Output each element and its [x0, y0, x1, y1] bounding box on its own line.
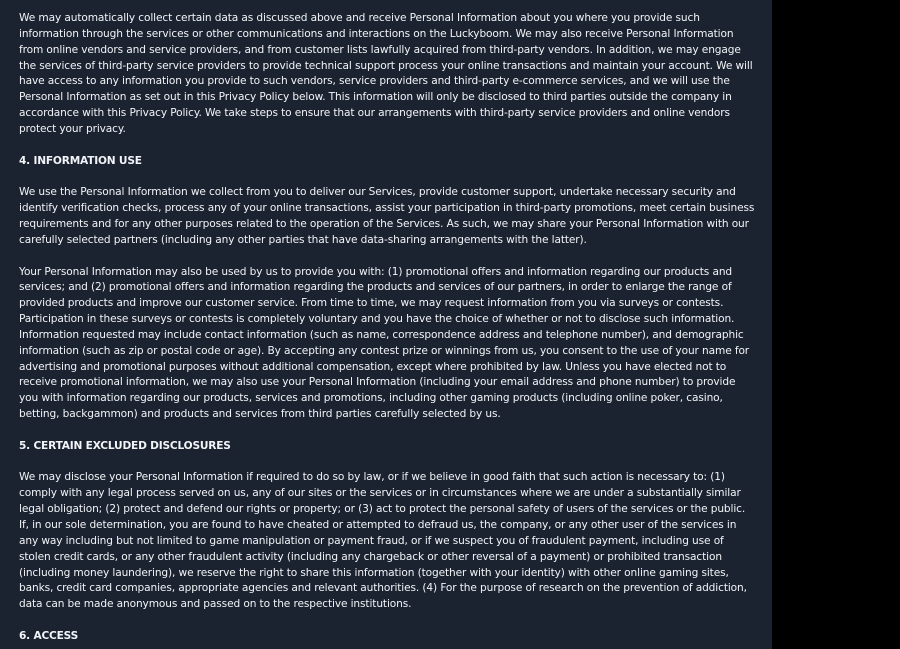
section-4-paragraph-2: Your Personal Information may also be used by us to provide you with: (1) promotional offers and information regarding our products and services; and (2) promotional offers and information regarding the products and services of our partners, in order to enlarge the range of provided products and improve our customer service. From time to time, we may request information from you via surveys or contests. Participation in these surveys or contests is completely voluntary and you have the choice of whether or not to disclose such information. Information requested may include contact information (such as name, correspondence address and telephone number), and demographic information (such as zip or postal code or age). By accepting any contest prize or winnings from us, you consent to the use of your name for advertising and promotional purposes without additional compensation, except where prohibited by law. Unless you have elected not to receive promotional information, we may also use your Personal Information (including your email address and phone number) to provide you with information regarding our products, services and promotions, including other gaming products (including online poker, casino, betting, backgammon) and products and services from third parties carefully selected by us. — [19, 265, 750, 421]
section-6-heading: 6. ACCESS — [19, 629, 79, 642]
intro-paragraph: We may automatically collect certain data as discussed above and receive Personal Information about you where you provide such information through the services or other communications and interactions on the Luckyboom. We may also receive Personal Information from online vendors and service providers, and from customer lists lawfully acquired from third-party vendors. In addition, we may engage the services of third-party service providers to provide technical support process your online transactions and maintain your account. We will have access to any information you provide to such vendors, service providers and third-party e-commerce services, and we will use the Personal Information as set out in this Privacy Policy below. This information will only be disclosed to third parties outside the company in accordance with this Privacy Policy. We take steps to ensure that our arrangements with third-party service providers and online vendors protect your privacy. — [19, 12, 753, 135]
section-4-paragraph-1: We use the Personal Information we collect from you to deliver our Services, provide customer support, undertake necessary security and identify verification checks, process any of your online transactions, assist your participation in third-party promotions, meet certain business requirements and for any other purposes related to the operation of the Services. As such, we may share your Personal Information with our carefully selected partners (including any other parties that have data-sharing arrangements with the latter). — [19, 186, 755, 246]
section-5-paragraph-1: We may disclose your Personal Information if required to do so by law, or if we believe in good faith that such action is necessary to: (1) comply with any legal process served on us, any of our sites or the services or in circumstances where we are under a substantially similar legal obligation; (2) protect and defend our rights or property; or (3) act to protect the personal safety of users of the services or the public. If, in our sole determination, you are found to have cheated or attempted to defraud us, the company, or any other user of the services in any way including but not limited to game manipulation or payment fraud, or if we suspect you of fraudulent payment, including use of stolen credit cards, or any other fraudulent activity (including any chargeback or other reversal of a payment) or prohibited transaction (including money laundering), we reserve the right to share this information (together with your identity) with other online gaming sites, banks, credit card companies, appropriate agencies and relevant authorities. (4) For the purpose of research on the prevention of addiction, data can be made anonymous and passed on to the respective institutions. — [19, 471, 747, 611]
section-4-heading: 4. INFORMATION USE — [19, 154, 142, 167]
section-5-heading: 5. CERTAIN EXCLUDED DISCLOSURES — [19, 439, 231, 452]
